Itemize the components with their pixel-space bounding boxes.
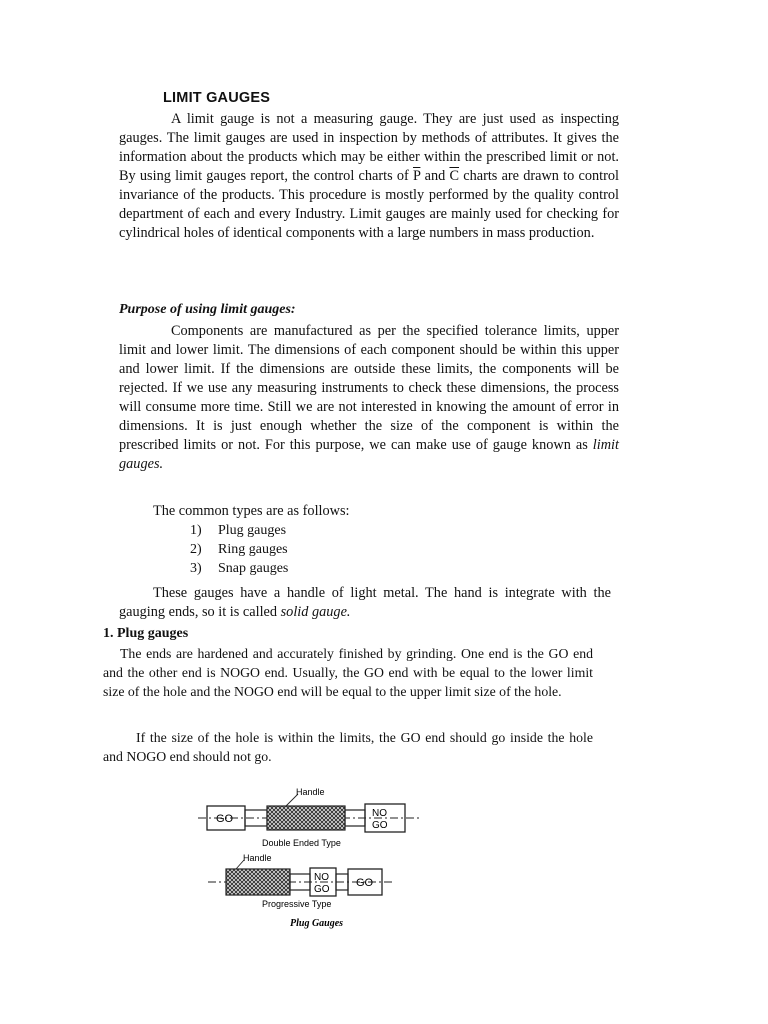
handle-label: Handle (243, 853, 272, 863)
plug-paragraph-2: If the size of the hole is within the limits, the GO end should go inside the hole and NOGO end should not go. (103, 730, 593, 764)
purpose-emphasis: limit gauges. (119, 437, 619, 472)
handle-emphasis: solid gauge. (280, 604, 351, 620)
list-item: 3) Snap gauges (190, 561, 289, 576)
double-ended-caption: Double Ended Type (262, 838, 341, 848)
go-label: GO (314, 884, 330, 895)
no-label: NO (372, 808, 387, 819)
figure-caption: Plug Gauges (290, 918, 344, 929)
page-title: LIMIT GAUGES (163, 90, 271, 106)
go-label: GO (356, 877, 374, 889)
knurled-handle (267, 806, 345, 830)
go-label: GO (372, 820, 388, 831)
types-intro: The common types are as follows: (153, 503, 350, 519)
p-bar-symbol: $\overline{P}$ (412, 168, 421, 184)
progressive-gauge (208, 853, 392, 909)
go-label: GO (216, 813, 234, 825)
knurled-handle (226, 869, 290, 895)
handle-label: Handle (296, 787, 325, 797)
handle-text: These gauges have a handle of light metal. The hand is integrate with the gauging ends, so it is called (119, 585, 611, 620)
no-label: NO (314, 872, 329, 883)
purpose-text: Components are manufactured as per the specified tolerance limits, upper limit and lower limit. The dimensions of each component should be within this upper and lower limit. If the dimensions are outside these limits, the components will be rejected. If we use any measuring instruments to check these dimensions, the process will consume more time. Still we are not interested in knowing the amount of error in dimensions. It is just enough whether the size of the component is within the prescribed limits or not. For this purpose, we can make use of gauge known as (119, 323, 619, 453)
plug-paragraph-1: The ends are hardened and accurately finished by grinding. One end is the GO end and the other end is NOGO end. Usually, the GO end with be equal to the lower limit size of the hole and the NOGO end will be equal to the upper limit size of the hole. (103, 646, 593, 699)
intro-and: and (420, 168, 450, 184)
c-bar-symbol: $\overline{C}$ (449, 168, 460, 184)
intro-text-2: charts are drawn to control invariance of the products. This procedure is mostly performed by the quality control department of each and every Industry. Limit gauges are mainly used for checking for cylindrical holes of identical components with a large numbers in mass production. (119, 168, 619, 241)
list-item: 2) Ring gauges (190, 542, 288, 557)
intro-text-1: A limit gauge is not a measuring gauge. They are just used as inspecting gauges. The limit gauges are used in inspection by methods of attributes. It gives the information about the products which may be either within the prescribed limit or not. By using limit gauges report, the control charts of (119, 111, 619, 184)
purpose-heading: Purpose of using limit gauges: (119, 302, 296, 317)
progressive-caption: Progressive Type (262, 899, 332, 909)
plug-gauges-heading: 1. Plug gauges (103, 626, 189, 641)
list-item: 1) Plug gauges (190, 523, 287, 538)
double-ended-gauge (198, 787, 420, 848)
